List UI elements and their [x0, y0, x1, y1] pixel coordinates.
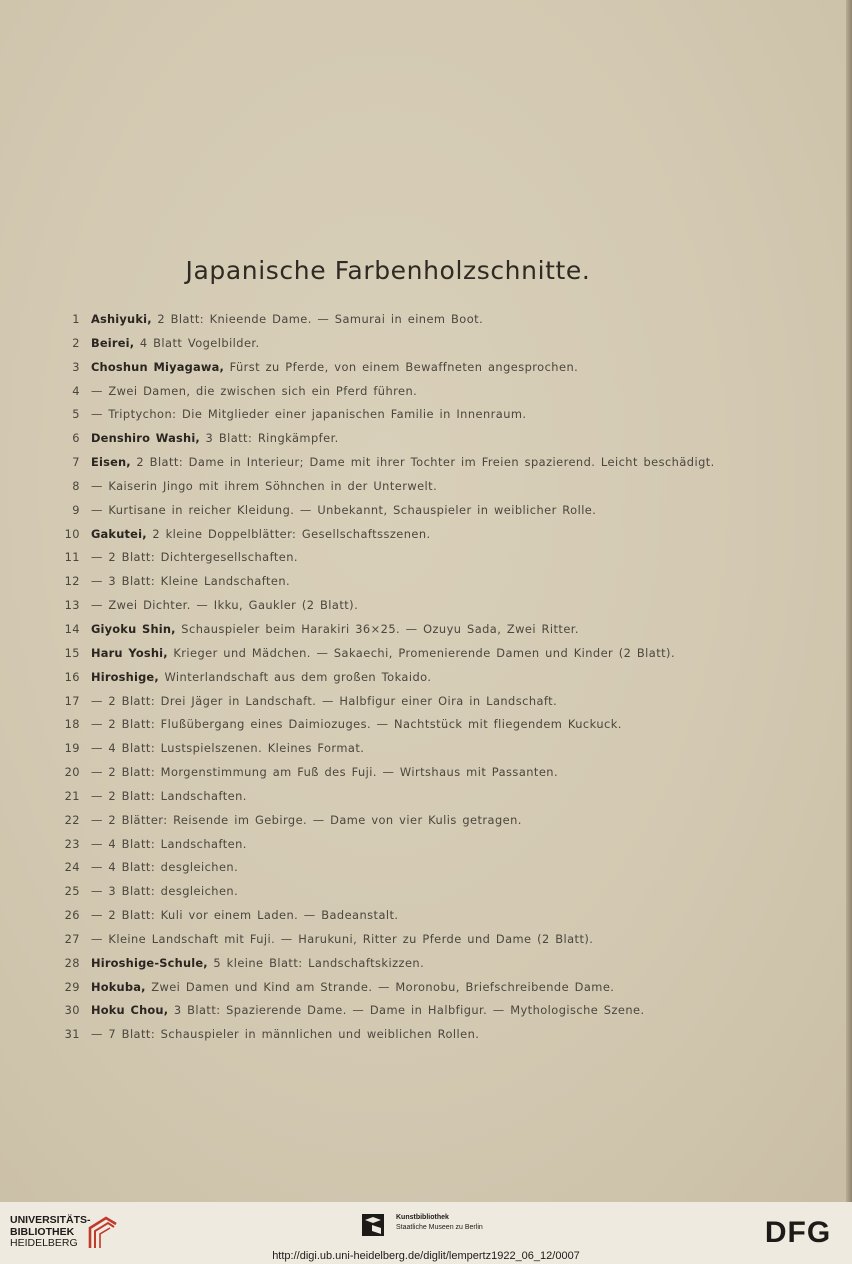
ub-emblem-icon [86, 1214, 118, 1250]
entry-text [91, 523, 431, 547]
entry-text [91, 356, 578, 380]
entry-description: — 2 Blatt: Kuli vor einem Laden. — Badeanstalt. [91, 908, 399, 923]
entry-number: 9 [72, 502, 80, 517]
entry-text [91, 594, 358, 618]
catalog-entry [58, 523, 758, 547]
entry-number: 23 [64, 836, 80, 851]
catalog-entry [58, 380, 758, 404]
catalog-entry [58, 999, 758, 1023]
entry-description: 2 kleine Doppelblätter: Gesellschaftsszenen. [152, 526, 431, 541]
entry-text [91, 570, 290, 594]
artist-name: Hokuba, [91, 979, 146, 994]
entry-text [91, 833, 247, 857]
catalog-entry [58, 427, 758, 451]
entry-number: 3 [72, 359, 80, 374]
catalog-entry [58, 809, 758, 833]
catalog-entry [58, 1023, 758, 1047]
artist-name: Beirei, [91, 335, 135, 350]
entry-text [91, 475, 437, 499]
entry-text [91, 332, 260, 356]
entry-text [91, 880, 238, 904]
entry-number: 5 [72, 407, 80, 422]
catalog-entry [58, 690, 758, 714]
entry-text [91, 737, 364, 761]
entry-description: — Kaiserin Jingo mit ihrem Söhnchen in der Unterwelt. [91, 478, 438, 493]
catalog-entry [58, 570, 758, 594]
catalog-entry [58, 904, 758, 928]
entry-text [91, 904, 398, 928]
entry-description: 3 Blatt: Spazierende Dame. — Dame in Halbfigur. — Mythologische Szene. [173, 1003, 645, 1018]
entry-number: 20 [64, 765, 80, 780]
catalog-entry [58, 833, 758, 857]
entry-text [91, 785, 247, 809]
entry-text [91, 690, 557, 714]
entry-number: 25 [64, 884, 80, 899]
entry-number: 10 [64, 526, 80, 541]
ub-line-2: BIBLIOTHEK [10, 1225, 75, 1238]
entry-number: 18 [64, 717, 80, 732]
entry-description: — 3 Blatt: Kleine Landschaften. [91, 574, 291, 589]
catalog-list [58, 308, 758, 1047]
artist-name: Hiroshige, [91, 669, 159, 684]
entry-number: 16 [64, 669, 80, 684]
catalog-entry [58, 761, 758, 785]
entry-text [91, 546, 298, 570]
entry-description: — 2 Blatt: Dichtergesellschaften. [91, 550, 298, 565]
entry-number: 13 [64, 598, 80, 613]
catalog-entry [58, 928, 758, 952]
kb-subtitle: Staatliche Museen zu Berlin [396, 1224, 483, 1231]
kb-name: Kunstbibliothek [396, 1214, 449, 1221]
catalog-entry [58, 308, 758, 332]
entry-number: 7 [72, 455, 80, 470]
catalog-entry [58, 880, 758, 904]
entry-text [91, 809, 522, 833]
entry-number: 1 [72, 312, 80, 326]
entry-description: Zwei Damen und Kind am Strande. — Moronobu, Briefschreibende Dame. [151, 979, 615, 994]
artist-name: Haru Yoshi, [91, 645, 168, 660]
entry-description: — 4 Blatt: Landschaften. [91, 836, 247, 851]
footer-bar [0, 1202, 852, 1264]
entry-number: 8 [72, 478, 80, 493]
entry-text [91, 499, 596, 523]
entry-description: — Kurtisane in reicher Kleidung. — Unbekannt, Schauspieler in weiblicher Rolle. [91, 502, 597, 517]
entry-text [91, 1023, 479, 1047]
entry-text [91, 618, 579, 642]
entry-number: 11 [64, 550, 80, 565]
catalog-entry [58, 546, 758, 570]
entry-description: — 2 Blätter: Reisende im Gebirge. — Dame von vier Kulis getragen. [91, 812, 522, 827]
entry-number: 15 [64, 645, 80, 660]
kb-emblem-icon [362, 1214, 384, 1236]
entry-text [91, 451, 715, 475]
entry-number: 22 [64, 812, 80, 827]
entry-number: 2 [72, 335, 80, 350]
catalog-entry [58, 952, 758, 976]
catalog-entry [58, 403, 758, 427]
dfg-logo[interactable] [755, 1214, 841, 1248]
catalog-entry [58, 642, 758, 666]
entry-number: 12 [64, 574, 80, 589]
entry-number: 14 [64, 621, 80, 636]
artist-name: Eisen, [91, 455, 131, 470]
entry-description: 3 Blatt: Ringkämpfer. [205, 431, 339, 446]
catalog-entry [58, 618, 758, 642]
entry-number: 19 [64, 741, 80, 756]
entry-description: — 2 Blatt: Morgenstimmung am Fuß des Fuji. — Wirtshaus mit Passanten. [91, 765, 559, 780]
entry-text [91, 761, 558, 785]
entry-description: — 4 Blatt: Lustspielszenen. Kleines Format. [91, 741, 365, 756]
catalog-entry [58, 785, 758, 809]
entry-description: 5 kleine Blatt: Landschaftskizzen. [213, 955, 425, 970]
permalink-url[interactable]: http://digi.ub.uni-heidelberg.de/diglit/lempertz1922_06_12/0007 [272, 1250, 580, 1262]
entry-number: 29 [64, 979, 80, 994]
entry-text [91, 666, 431, 690]
entry-number: 27 [64, 931, 80, 946]
entry-description: — Zwei Damen, die zwischen sich ein Pferd führen. [91, 383, 418, 398]
entry-description: — Zwei Dichter. — Ikku, Gaukler (2 Blatt). [91, 598, 359, 613]
entry-description: — 2 Blatt: Landschaften. [91, 788, 247, 803]
entry-number: 24 [64, 860, 80, 875]
entry-number: 17 [64, 693, 80, 708]
entry-description: — 7 Blatt: Schauspieler in männlichen und weiblichen Rollen. [91, 1027, 480, 1042]
artist-name: Ashiyuki, [91, 312, 152, 326]
entry-number: 26 [64, 908, 80, 923]
entry-description: — 2 Blatt: Flußübergang eines Daimiozuges. — Nachtstück mit fliegendem Kuckuck. [91, 717, 622, 732]
entry-text [91, 952, 424, 976]
entry-text [91, 999, 645, 1023]
kb-logo-text [396, 1213, 483, 1233]
page-title: Japanische Farbenholzschnitte. [185, 256, 591, 285]
entry-description: — 4 Blatt: desgleichen. [91, 860, 239, 875]
ub-line-1: UNIVERSITÄTS- [10, 1214, 91, 1226]
catalog-entry [58, 737, 758, 761]
entry-number: 31 [64, 1027, 80, 1042]
entry-text [91, 856, 238, 880]
artist-name: Denshiro Washi, [91, 431, 200, 446]
catalog-entry [58, 976, 758, 1000]
catalog-entry [58, 594, 758, 618]
catalog-entry [58, 856, 758, 880]
entry-number: 6 [72, 431, 80, 446]
entry-number: 4 [72, 383, 80, 398]
catalog-entry [58, 356, 758, 380]
artist-name: Hiroshige-Schule, [91, 955, 208, 970]
entry-number: 21 [64, 788, 80, 803]
entry-text [91, 403, 526, 427]
entry-description: — Triptychon: Die Mitglieder einer japanischen Familie in Innenraum. [91, 407, 527, 422]
entry-description: — Kleine Landschaft mit Fuji. — Harukuni, Ritter zu Pferde und Dame (2 Blatt). [91, 931, 594, 946]
entry-text [91, 928, 593, 952]
entry-description: Schauspieler beim Harakiri 36×25. — Ozuyu Sada, Zwei Ritter. [181, 621, 579, 636]
catalog-entry [58, 713, 758, 737]
catalog-entry [58, 475, 758, 499]
entry-description: Winterlandschaft aus dem großen Tokaido. [164, 669, 432, 684]
entry-text [91, 713, 622, 737]
entry-text [91, 642, 675, 666]
entry-number: 30 [64, 1003, 80, 1018]
entry-description: — 2 Blatt: Drei Jäger in Landschaft. — Halbfigur einer Oira in Landschaft. [91, 693, 558, 708]
artist-name: Gakutei, [91, 526, 147, 541]
entry-description: — 3 Blatt: desgleichen. [91, 884, 239, 899]
entry-description: 4 Blatt Vogelbilder. [139, 335, 260, 350]
entry-text [91, 308, 483, 332]
ub-line-3: HEIDELBERG [10, 1237, 78, 1249]
artist-name: Hoku Chou, [91, 1003, 169, 1018]
entry-description: 2 Blatt: Dame in Interieur; Dame mit ihrer Tochter im Freien spazierend. Leicht beschädigt. [136, 455, 715, 470]
entry-text [91, 427, 339, 451]
ub-logo-text [10, 1215, 91, 1250]
entry-description: 2 Blatt: Knieende Dame. — Samurai in einem Boot. [157, 312, 484, 326]
kunstbibliothek-logo[interactable] [362, 1212, 522, 1238]
catalog-entry [58, 666, 758, 690]
entry-number: 28 [64, 955, 80, 970]
entry-text [91, 380, 417, 404]
artist-name: Choshun Miyagawa, [91, 359, 224, 374]
dfg-logo-text: DFG [764, 1216, 832, 1248]
entry-description: Fürst zu Pferde, von einem Bewaffneten angesprochen. [229, 359, 579, 374]
entry-description: Krieger und Mädchen. — Sakaechi, Promenierende Damen und Kinder (2 Blatt). [173, 645, 676, 660]
catalog-entry [58, 332, 758, 356]
catalog-entry [58, 451, 758, 475]
artist-name: Giyoku Shin, [91, 621, 176, 636]
entry-text [91, 976, 614, 1000]
catalog-entry [58, 499, 758, 523]
